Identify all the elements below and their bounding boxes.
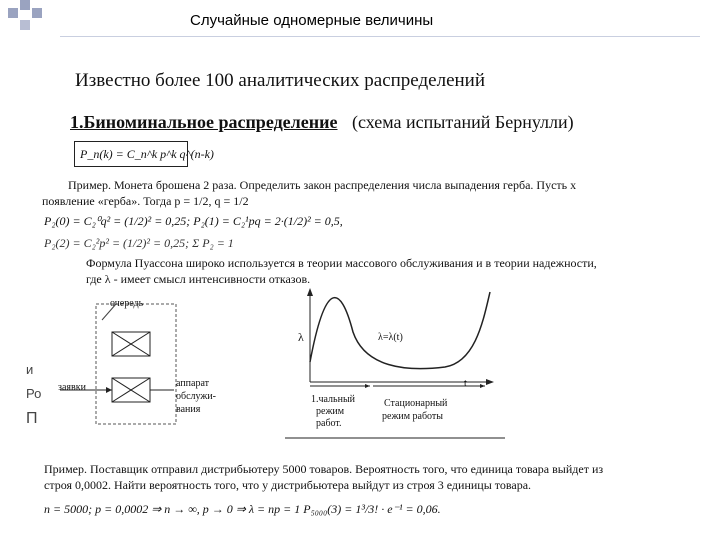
decor-square-4 [20,20,30,30]
binomial-title: 1.Биноминальное распределение [70,112,338,132]
service-label-2: обслужи- [176,391,216,402]
service-label-1: аппарат [176,378,209,389]
left-fragment-1: и [26,362,34,377]
stationary-regime-1: Стационарный [384,398,448,409]
queue-diagram [50,290,260,430]
lambda-func-label: λ=λ(t) [378,332,403,343]
initial-regime-1: 1.чальный [311,394,356,405]
decor-square-3 [32,8,42,18]
final-calculation: n = 5000; p = 0,0002 ⇒ n → ∞, p → 0 ⇒ λ = np = 1 P₅₀₀₀(3) = 1³/3! · e⁻¹ = 0,06. [44,502,441,516]
example2-line-2: строя 0,0002. Найти вероятность того, что у дистрибьютера выйдут из строя 3 единицы товара. [44,478,532,492]
poisson-text-2: где λ - имеет смысл интенсивности отказов. [86,272,311,286]
poisson-text-1: Формула Пуассона широко используется в теории массового обслуживания и в теории надежности, [86,256,597,270]
calc-line-2: P₂(2) = C₂²p² = (1/2)² = 0,25; Σ P₂ = 1 [44,236,234,250]
header-rule [60,36,700,37]
line-distributions: Известно более 100 аналитических распределений [75,70,486,91]
left-fragment-3: П [26,410,38,427]
left-fragment-2: Ро [26,386,42,401]
decor-square-2 [20,0,30,10]
example1-text: Пример. Монета брошена 2 раза. Определить закон распределения числа выпадения герба. Пусть x [68,178,577,192]
stationary-regime-2: режим работы [382,411,444,422]
service-label-3: вания [176,404,201,415]
example2-line-1: Пример. Поставщик отправил дистрибьютеру 5000 товаров. Вероятность того, что единица товара выйдет из [44,462,604,476]
example1-cont: появление «герба». Тогда p = 1/2, q = 1/2 [42,194,249,208]
slide-header: Случайные одномерные величины [190,12,434,29]
initial-regime-2: режим [316,406,345,417]
queue-label: очередь [110,298,144,309]
requests-label: заявки [58,382,86,393]
calc-line-1: P₂(0) = C₂⁰q² = (1/2)² = 0,25; P₂(1) = C₂¹pq = 2·(1/2)² = 0,5, [44,214,343,228]
initial-regime-3: работ. [316,418,342,429]
binomial-note: (схема испытаний Бернулли) [352,112,574,132]
lambda-curve [310,292,490,369]
queue-frame [96,304,176,424]
t-axis-label: t [464,378,467,389]
lambda-axis-label: λ [298,330,304,344]
decor-square-1 [8,8,18,18]
binomial-formula: P_n(k) = C_n^k p^k q^(n-k) [80,147,214,161]
